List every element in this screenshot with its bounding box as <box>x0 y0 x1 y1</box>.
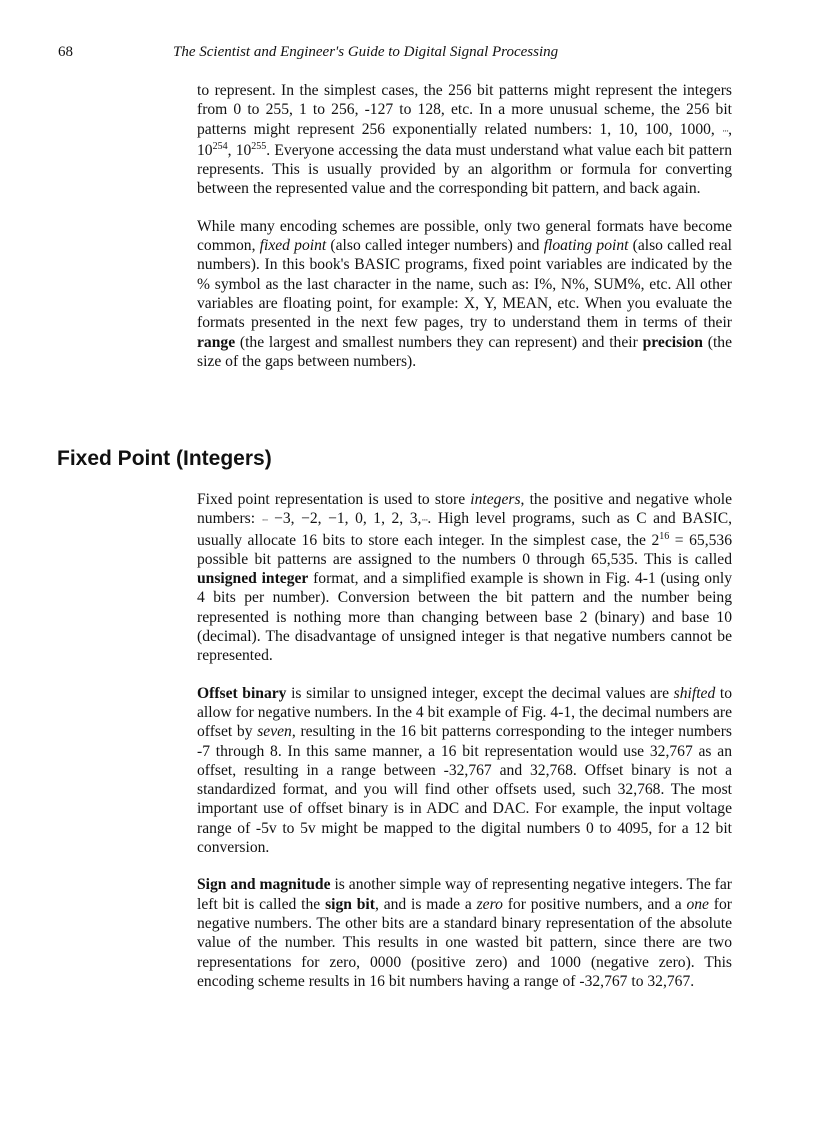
running-header: The Scientist and Engineer's Guide to Digital Signal Processing <box>173 44 559 60</box>
page-number: 68 <box>58 44 73 60</box>
intro-block <box>197 81 732 389</box>
section-heading: Fixed Point (Integers) <box>57 447 272 470</box>
paragraph-general-formats: While many encoding schemes are possible, only two general formats have become common, fixed point (also called integer numbers) and floating point (also called real numbers). In this book's BASIC programs, fixed point variables are indicated by the % symbol as the last character in the name, such as: I%, N%, SUM%, etc. All other variables are floating point, for example: X, Y, MEAN, etc. When you evaluate the formats presented in the next few pages, try to understand them in terms of their range (the largest and smallest numbers they can represent) and their precision (the size of the gaps between numbers). <box>197 217 732 370</box>
paragraph-fixed-point: Fixed point representation is used to store integers, the positive and negative whole numbers: ··· −3, −2, −1, 0, 1, 2, 3,···. High level programs, such as C and BASIC, usually allocate 16 bits to store each integer. In the simplest case, the $2^{16} = 65,536$ possible bit patterns are assigned to the numbers 0 through 65,535. This is called unsigned integer format, and a simplified example is shown in Fig. 4-1 (using only 4 bits per number). Conversion between the bit pattern and the number being represented is nothing more than changing between base 2 (binary) and base 10 (decimal). The disadvantage of unsigned integer is that negative numbers cannot be represented. <box>197 491 733 665</box>
paragraph-encoding-schemes: to represent. In the simplest cases, the 256 bit patterns might represent the integers from 0 to 255, 1 to 256, -127 to 128, etc. In a more unusual scheme, the 256 bit patterns might represent 256 exponentially related numbers: 1, 10, 100, 1000, ···, $10^{254}$, $10^{255}$. Everyone accessing the data must understand what value each bit pattern represents. This is usually provided by an algorithm or formula for converting between the represented value and the corresponding bit pattern, and back again. <box>197 82 732 198</box>
section-block <box>197 490 732 1009</box>
paragraph-offset-binary: Offset binary is similar to unsigned integer, except the decimal values are shifted to allow for negative numbers. In the 4 bit example of Fig. 4-1, the decimal numbers are offset by seven, resulting in the 16 bit patterns corresponding to the integer numbers -7 through 8. In this same manner, a 16 bit representation would use 32,767 as an offset, resulting in a range between -32,767 and 32,768. Offset binary is not a standardized format, and you will find other offsets used, such 32,768. The most important use of offset binary is in ADC and DAC. For example, the input voltage range of -5v to 5v might be mapped to the digital numbers 0 to 4095, for a 12 bit conversion. <box>197 684 732 857</box>
paragraph-sign-magnitude: Sign and magnitude is another simple way of representing negative integers. The far left bit is called the sign bit, and is made a zero for positive numbers, and a one for negative numbers. The other bits are a standard binary representation of the absolute value of the number. This results in one wasted bit pattern, since there are two representations for zero, 0000 (positive zero) and 1000 (negative zero). This encoding scheme results in 16 bit numbers having a range of -32,767 to 32,767. <box>197 876 732 990</box>
